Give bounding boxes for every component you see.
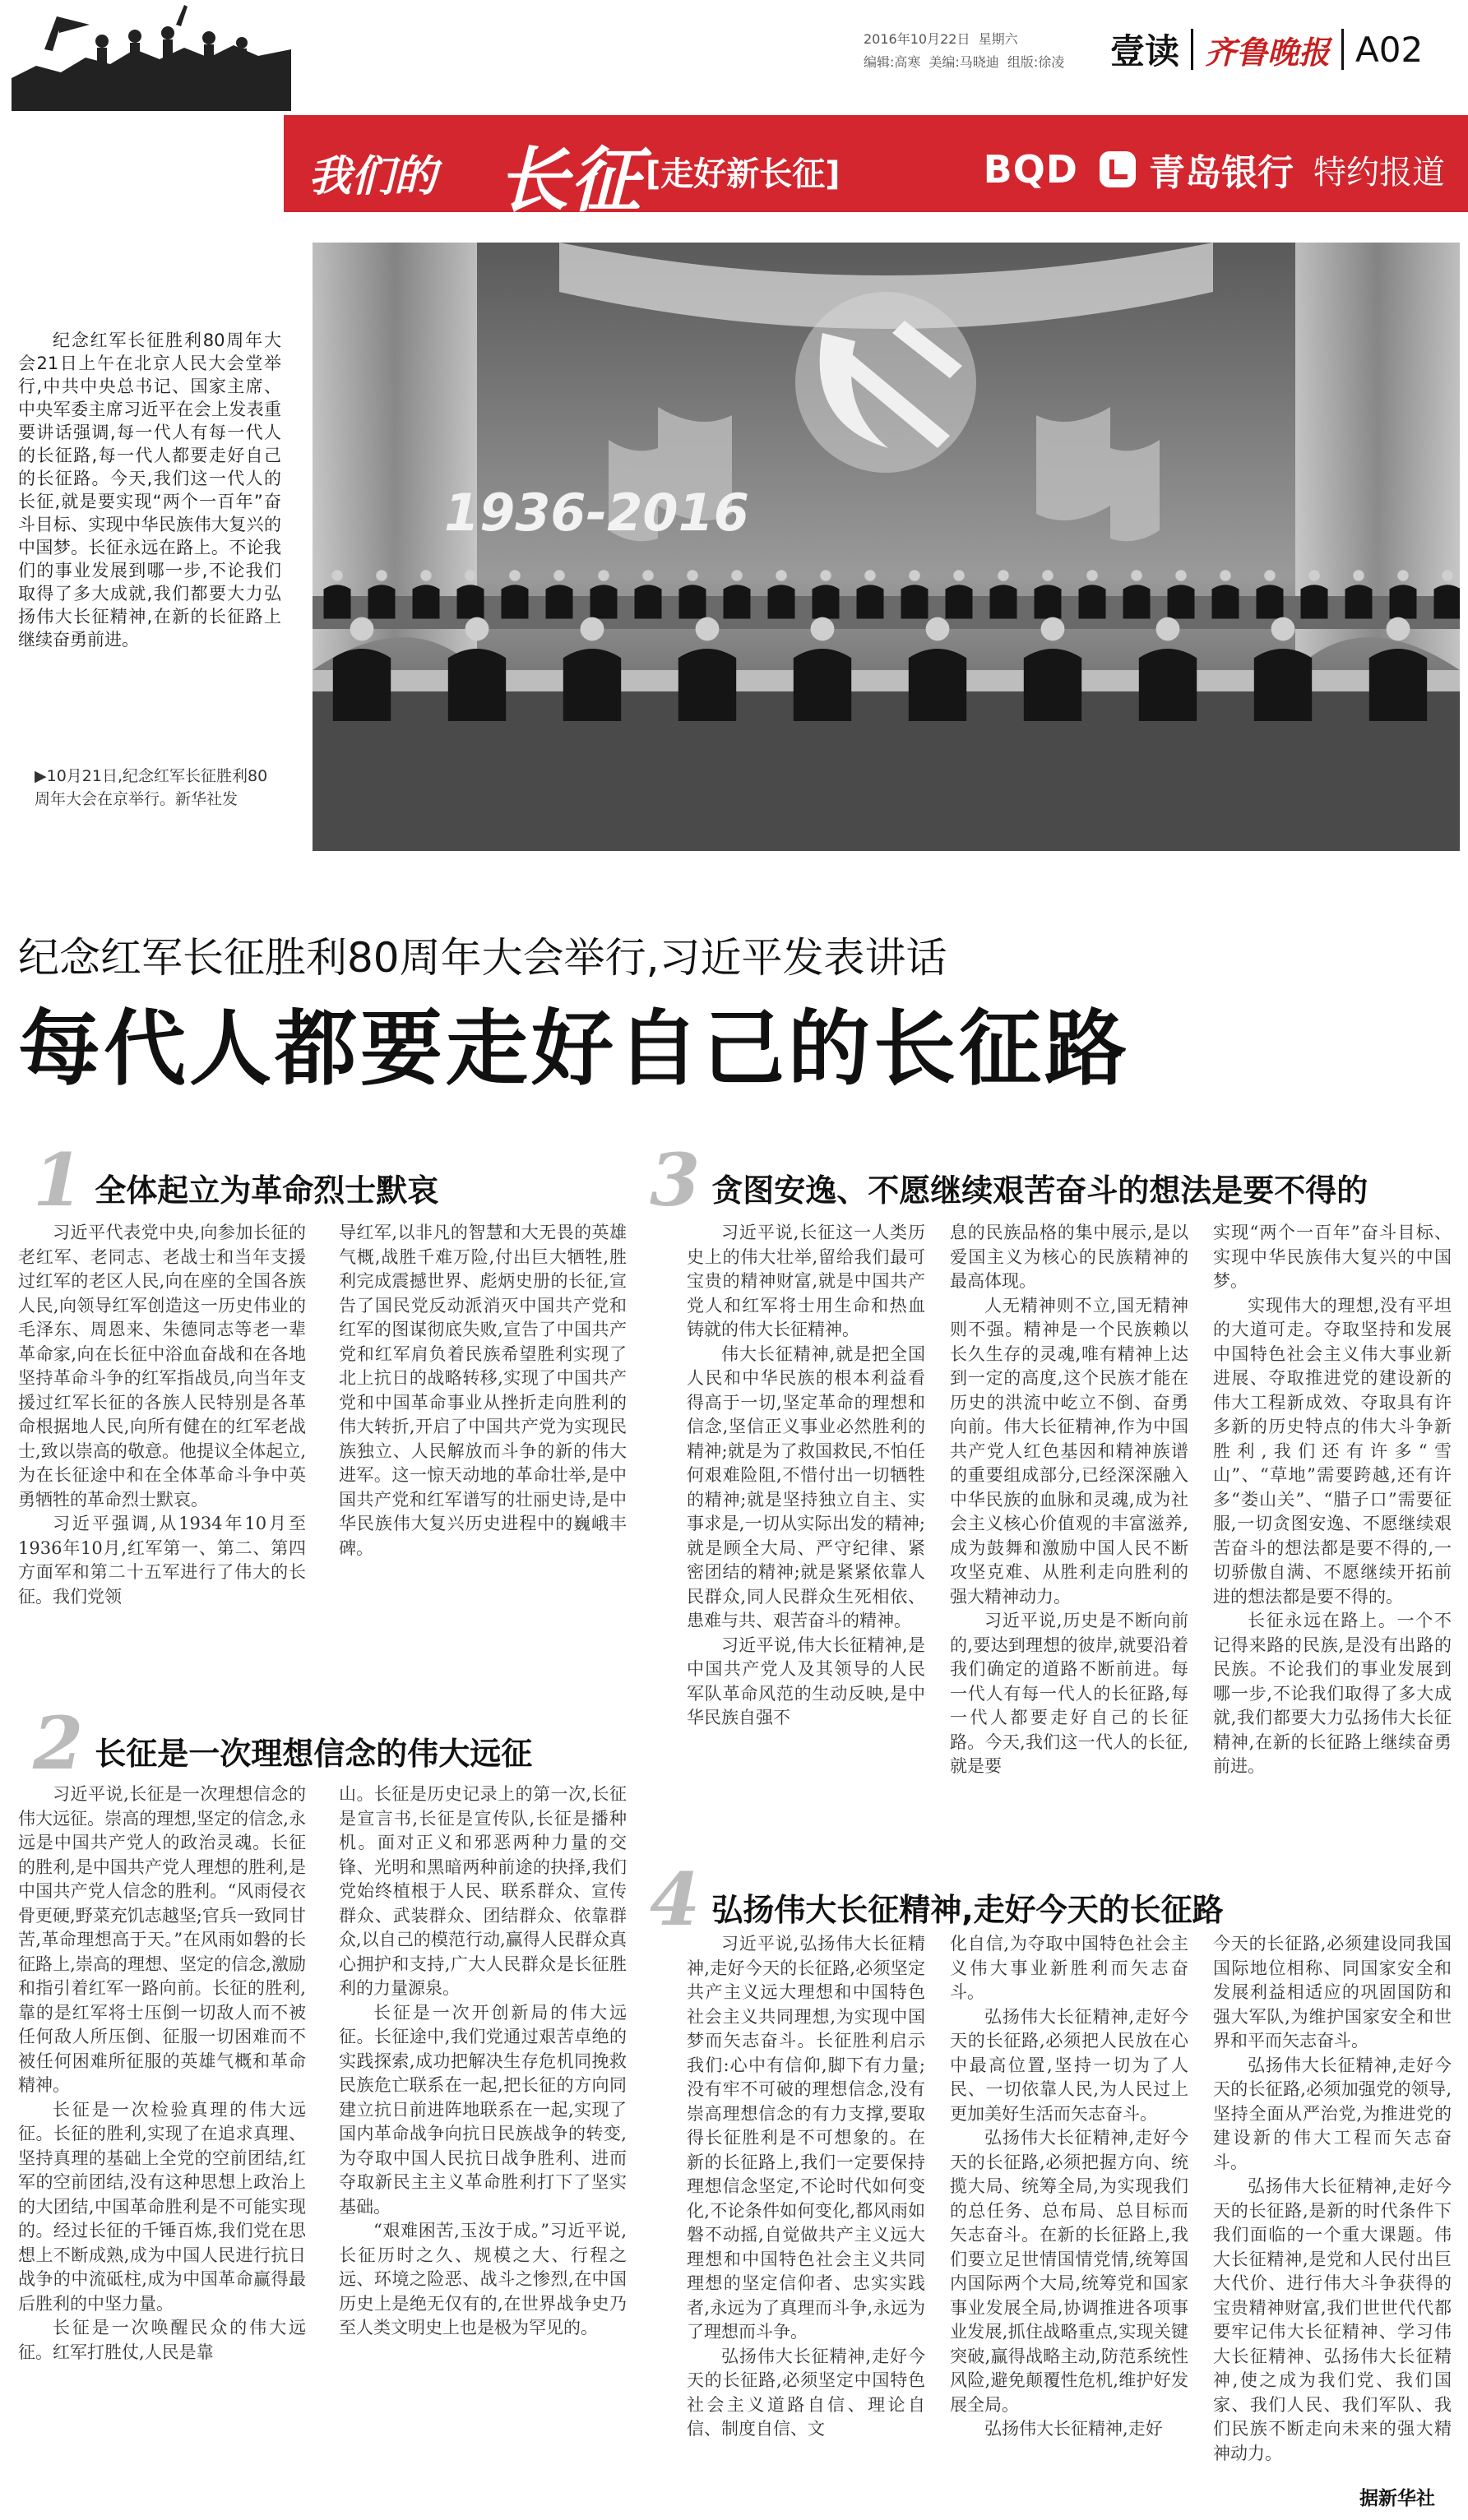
- person-figure: [1390, 585, 1417, 618]
- paragraph: 化自信,为夺取中国特色社会主义伟大事业新胜利而矢志奋斗。: [950, 1934, 1188, 2002]
- person-figure: [776, 570, 787, 581]
- headline-main: 每代人都要走好自己的长征路: [18, 1001, 1130, 1097]
- person-figure: [1035, 585, 1062, 618]
- section-2-heading: [33, 1700, 533, 1786]
- paragraph: 长征是一次开创新局的伟大远征。长征途中,我们党通过艰苦卓绝的实践探索,成功把解决生存危机同挽救民族危亡联系在一起,把长征的方向同建立抗日前进阵地联系在一起,实现了国内革命战争向抗日民族战争的转变,为夺取中国人民抗日战争胜利、进而夺取新民主主义革命胜利打下了坚实基础。: [339, 2002, 627, 2217]
- headline-kicker: 纪念红军长征胜利80周年大会举行,习近平发表讲话: [18, 934, 947, 982]
- person-figure: [679, 585, 706, 618]
- person-figure: [1301, 585, 1328, 618]
- person-figure: [1369, 649, 1427, 721]
- section-number: 1: [33, 1137, 84, 1223]
- sponsor-bank-name: 青岛银行: [1149, 152, 1294, 194]
- paragraph: 习近平说,长征这一人类历史上的伟大壮举,留给我们最可宝贵的精神财富,就是中国共产党人和红军将士用生命和热血铸就的伟大长征精神。: [687, 1223, 925, 1339]
- series-banner: [284, 115, 1468, 222]
- person-figure: [1254, 649, 1312, 721]
- paragraph: 人无精神则不立,国无精神则不强。精神是一个民族赖以长久生存的灵魂,唯有精神上达到一定的高度,这个民族才能在历史的洪流中屹立不倒、奋勇向前。伟大长征精神,作为中国共产党人红色基因和精神族谱的重要组成部分,已经深深融入中华民族的血脉和灵魂,成为社会主义核心价值观的丰富滋养,成为鼓舞和激励中国人民不断攻坚克难、从胜利走向胜利的强大精神动力。: [950, 1295, 1188, 1607]
- section-number: 2: [33, 1700, 84, 1786]
- person-figure: [953, 570, 965, 581]
- person-figure: [563, 649, 621, 721]
- section-2-body: [18, 1782, 627, 2490]
- paragraph: 山。长征是历史记录上的第一次,长征是宣言书,长征是宣传队,长征是播种机。面对正义和邪恶两种力量的交锋、光明和黑暗两种前途的抉择,我们党始终植根于人民、联系群众、宣传群众、武装群众、团结群众、依靠群众,以自己的模范行动,赢得人民群众真心拥护和支持,广大人民群众是长征胜利的力量源泉。: [339, 1784, 627, 1998]
- person-figure: [553, 570, 565, 581]
- paragraph: 今天的长征路,必须建设同我国国际地位相称、同国家安全和发展利益相适应的巩固国防和强大军队,为维护国家安全和世界和平而矢志奋斗。: [1213, 1934, 1452, 2051]
- banner-subtitle: [走好新长征]: [646, 155, 841, 193]
- person-figure: [1220, 570, 1231, 581]
- person-figure: [420, 570, 432, 581]
- person-figure: [324, 585, 351, 618]
- person-figure: [820, 570, 831, 581]
- layout-credit: 组版:徐凌: [1007, 54, 1065, 70]
- person-figure: [678, 649, 736, 721]
- paragraph: 长征永远在路上。一个不记得来路的民族,是没有出路的民族。不论我们的事业发展到哪一步,不论我们取得了多大成就,我们都要大力弘扬伟大长征精神,在新的长征路上继续奋勇前进。: [1213, 1611, 1452, 1776]
- text-column: [18, 1221, 306, 1673]
- bank-logo-icon: [1098, 150, 1137, 189]
- section-title: 长征是一次理想信念的伟大远征: [95, 1736, 533, 1772]
- sponsor-abbrev: BQD: [983, 147, 1078, 192]
- person-figure: [794, 649, 851, 721]
- section-1-heading: [33, 1137, 439, 1223]
- paragraph: 习近平说,长征是一次理想信念的伟大远征。崇高的理想,坚定的信念,永远是中国共产党人的政治灵魂。长征的胜利,是中国共产党人理想的胜利,是中国共产党人信念的胜利。“风雨侵衣骨更硬,野菜充饥志越坚;官兵一致同甘苦,革命理想高于天。”在风雨如磐的长征路上,崇高的理想、坚定的信念,激励和指引着红军一路向前。长征的胜利,靠的是红军将士压倒一切敌人而不被任何敌人所压倒、征服一切困难而不被任何困难所征服的英雄气概和革命精神。: [18, 1784, 306, 2095]
- text-column: [687, 1932, 925, 2475]
- person-figure: [1434, 585, 1461, 618]
- editor-credit: 编辑:高寒: [864, 54, 921, 70]
- section-1-body: [18, 1221, 627, 1673]
- person-figure: [1212, 585, 1239, 618]
- section-name: 壹读: [1110, 31, 1180, 72]
- section-4-body: [687, 1932, 1452, 2475]
- person-figure: [926, 617, 950, 641]
- person-figure: [946, 585, 973, 618]
- person-figure: [590, 585, 618, 618]
- text-column: [18, 1782, 306, 2490]
- paragraph: 弘扬伟大长征精神,走好今天的长征路,是新的时代条件下我们面临的一个重大课题。伟大长征精神,是党和人民付出巨大代价、进行伟大斗争获得的宝贵精神财富,我们世世代代都要牢记伟大长征精神、学习伟大长征精神、弘扬伟大长征精神,使之成为我们党、我们国家、我们人民、我们军队、我们民族不断走向未来的强大精神动力。: [1213, 2176, 1452, 2463]
- text-column: [1213, 1221, 1452, 1838]
- person-figure: [1042, 570, 1054, 581]
- text-column: [1213, 1932, 1452, 2475]
- hall-photo-illustration: [313, 243, 1460, 851]
- section-number: 4: [650, 1856, 701, 1942]
- paragraph: 习近平说,弘扬伟大长征精神,走好今天的长征路,必须坚定共产主义远大理想和中国特色社会主义共同理想,为实现中国梦而矢志奋斗。长征胜利启示我们:心中有信仰,脚下有力量;没有牢不可破的理想信念,没有崇高理想信念的有力支撑,要取得长征胜利是不可想象的。在新的长征路上,我们一定要保持理想信念坚定,不论时代如何变化,不论条件如何变化,都风雨如磐不动摇,自觉做共产主义远大理想和中国特色社会主义共同理想的坚定信仰者、忠实实践者,永远为了真理而斗争,永远为了理想而斗争。: [687, 1934, 925, 2342]
- paragraph: 实现“两个一百年”奋斗目标、实现中华民族伟大复兴的中国梦。: [1213, 1223, 1452, 1291]
- paragraph: 导红军,以非凡的智慧和大无畏的英雄气概,战胜千难万险,付出巨大牺牲,胜利完成震撼世界、彪炳史册的长征,宣告了国民党反动派消灭中国共产党和红军的图谋彻底失败,宣告了中国共产党和红军肩负着民族希望胜利实现了北上抗日的战略转移,实现了中国共产党和中国革命事业从挫折走向胜利的伟大转折,开启了中国共产党为实现民族独立、人民解放而斗争的新的伟大进军。这一惊天动地的革命壮举,是中国共产党和红军谱写的壮丽史诗,是中华民族伟大复兴历史进程中的巍峨丰碑。: [339, 1223, 627, 1558]
- person-figure: [857, 585, 884, 618]
- banner-calligraphy: 长征: [498, 139, 642, 222]
- person-figure: [509, 570, 521, 581]
- person-figure: [1079, 585, 1106, 618]
- paragraph: 伟大长征精神,就是把全国人民和中华民族的根本利益看得高于一切,坚定革命的理想和信念,坚信正义事业必然胜利的精神;就是为了救国救民,不怕任何艰难险阻,不惜付出一切牺牲的精神;就是坚持独立自主、实事求是,一切从实际出发的精神;就是顾全大局、严守纪律、紧密团结的精神;就是紧紧依靠人民群众,同人民群众生死相依、患难与共、艰苦奋斗的精神。: [687, 1343, 925, 1630]
- banner-title-prefix: 我们的: [308, 152, 438, 201]
- paragraph: 习近平代表党中央,向参加长征的老红军、老同志、老战士和当年支援过红军的老区人民,向在座的全国各族人民,向领导红军创造这一历史伟业的毛泽东、周恩来、朱德同志等老一辈革命家,向在长征中浴血奋战和在各地坚持革命斗争的红军指战员,向当年支援过红军长征的各族人民特别是各革命根据地人民,向所有健在的红军老战士,致以崇高的敬意。他提议全体起立,为在长征途中和在全体革命斗争中英勇牺牲的革命烈士默哀。: [18, 1223, 306, 1510]
- paragraph: 习近平说,伟大长征精神,是中国共产党人及其领导的人民军队革命风范的生动反映,是中华民族自强不: [687, 1635, 925, 1727]
- sponsor-block: [984, 143, 1445, 196]
- person-figure: [1257, 585, 1284, 618]
- person-figure: [368, 585, 396, 618]
- section-4-heading: [650, 1856, 1224, 1942]
- person-figure: [731, 570, 743, 581]
- section-number: 3: [650, 1137, 701, 1223]
- person-figure: [457, 585, 484, 618]
- person-figure: [1387, 617, 1410, 641]
- paragraph: 习近平强调,从1934年10月至1936年10月,红军第一、第二、第四方面军和第二十五军进行了伟大的长征。我们党领: [18, 1514, 306, 1607]
- person-figure: [1271, 617, 1295, 641]
- paragraph: “艰难困苦,玉汝于成。”习近平说,长征历时之久、规模之大、行程之远、环境之险恶、战斗之惨烈,在中国历史上是绝无仅有的,在世界战争史乃至人类文明史上也是极为罕见的。: [339, 2221, 627, 2337]
- photo-banner-text: 1936-2016: [444, 483, 749, 543]
- person-figure: [465, 570, 476, 581]
- section-3-body: [687, 1221, 1452, 1838]
- person-figure: [990, 585, 1017, 618]
- paragraph: 弘扬伟大长征精神,走好今天的长征路,必须把人民放在心中最高位置,坚持一切为了人民、一切依靠人民,为人民过上更加美好生活而矢志奋斗。: [950, 2006, 1188, 2124]
- photo-caption: ▶10月21日,纪念红军长征胜利80周年大会在京举行。新华社发: [35, 767, 268, 808]
- person-figure: [1175, 570, 1187, 581]
- source-credit: 据新华社: [1359, 2488, 1435, 2509]
- section-title: 贪图安逸、不愿继续艰苦奋斗的想法是要不得的: [711, 1172, 1368, 1209]
- person-figure: [331, 570, 343, 581]
- text-column: [950, 1932, 1188, 2475]
- person-figure: [598, 570, 609, 581]
- person-figure: [909, 649, 966, 721]
- paragraph: 弘扬伟大长征精神,走好今天的长征路,必须加强党的领导,坚持全面从严治党,为推进党的建设新的伟大工程而矢志奋斗。: [1213, 2055, 1452, 2172]
- person-figure: [635, 585, 662, 618]
- person-figure: [1131, 570, 1142, 581]
- masthead: [0, 0, 1468, 111]
- person-figure: [1353, 570, 1364, 581]
- person-figure: [502, 585, 529, 618]
- person-figure: [1397, 570, 1409, 581]
- person-figure: [1442, 570, 1453, 581]
- person-figure: [1168, 585, 1195, 618]
- text-column: [950, 1221, 1188, 1838]
- section-title: 弘扬伟大长征精神,走好今天的长征路: [711, 1892, 1224, 1928]
- person-figure: [864, 570, 876, 581]
- person-figure: [546, 585, 573, 618]
- person-figure: [448, 649, 506, 721]
- divider: [1191, 29, 1193, 70]
- text-column: [687, 1221, 925, 1838]
- paragraph: 弘扬伟大长征精神,走好今天的长征路,必须坚定中国特色社会主义道路自信、理论自信、制度自信、文: [687, 2346, 925, 2439]
- paragraph: 弘扬伟大长征精神,走好: [984, 2419, 1163, 2439]
- person-figure: [376, 570, 387, 581]
- masthead-title-block: [1110, 25, 1423, 74]
- paragraph: 长征是一次检验真理的伟大远征。长征的胜利,实现了在追求真理、坚持真理的基础上全党的空前团结,红军的空前团结,没有这种思想上政治上的大团结,中国革命胜利是不可能实现的。经过长征的千锤百炼,我们党在思想上不断成熟,成为中国人民进行抗日战争的中流砥柱,成为中国革命赢得最后胜利的中坚力量。: [18, 2099, 306, 2314]
- person-figure: [581, 617, 604, 641]
- person-figure: [901, 585, 928, 618]
- paragraph: 长征是一次唤醒民众的伟大远征。红军打胜仗,人民是靠: [18, 2318, 306, 2362]
- person-figure: [413, 585, 440, 618]
- person-figure: [811, 617, 835, 641]
- person-figure: [696, 617, 720, 641]
- lead-summary: 纪念红军长征胜利80周年大会21日上午在北京人民大会堂举行,中共中央总书记、国家主席、中央军委主席习近平在会上发表重要讲话强调,每一代人有每一代人的长征路,每一代人都要走好自己的长征路。今天,我们这一代人的长征,就是要实现“两个一百年”奋斗目标、实现中华民族伟大复兴的中国梦。长征永远在路上。不论我们的事业发展到哪一步,不论我们取得了多大成就,我们都要大力弘扬伟大长征精神,在新的长征路上继续奋勇前进。: [18, 331, 281, 650]
- art-editor-credit: 美编:马晓迪: [928, 54, 999, 70]
- person-figure: [1041, 617, 1065, 641]
- person-figure: [687, 570, 698, 581]
- person-figure: [1264, 570, 1276, 581]
- issue-weekday: 星期六: [978, 31, 1018, 47]
- issue-date: 2016年10月22日: [864, 31, 970, 47]
- person-figure: [813, 585, 840, 618]
- person-figure: [1345, 585, 1373, 618]
- person-figure: [1139, 649, 1197, 721]
- paragraph: 实现伟大的理想,没有平坦的大道可走。夺取坚持和发展中国特色社会主义伟大事业新进展、夺取推进党的建设新的伟大工程新成效、夺取具有许多新的历史特点的伟大斗争新胜利,我们还有许多“雪山”、“草地”需要跨越,还有许多“娄山关”、“腊子口”需要征服,一切贪图安逸、不愿继续艰苦奋斗的想法都是要不得的,一切骄傲自满、不愿继续开拓前进的想法都是要不得的。: [1213, 1295, 1452, 1607]
- paragraph: 习近平说,历史是不断向前的,要达到理想的彼岸,就要沿着我们确定的道路不断前进。每一代人有每一代人的长征路,每一代人都要走好自己的长征路。今天,我们这一代人的长征,就是要: [950, 1611, 1188, 1776]
- section-3-heading: [650, 1137, 1368, 1223]
- event-photo: [313, 243, 1460, 851]
- person-figure: [768, 585, 795, 618]
- long-march-illustration: [12, 0, 291, 111]
- divider: [1341, 29, 1344, 70]
- person-figure: [1308, 570, 1320, 581]
- person-figure: [465, 617, 489, 641]
- masthead-meta: [864, 28, 1127, 74]
- person-figure: [642, 570, 654, 581]
- section-title: 全体起立为革命烈士默哀: [95, 1172, 439, 1209]
- sponsor-note: 特约报道: [1313, 153, 1445, 192]
- text-column: [339, 1221, 627, 1673]
- paragraph: 息的民族品格的集中展示,是以爱国主义为核心的民族精神的最高体现。: [950, 1223, 1188, 1291]
- person-figure: [998, 570, 1009, 581]
- person-figure: [1024, 649, 1081, 721]
- text-column: [339, 1782, 627, 2490]
- person-figure: [333, 649, 391, 721]
- person-figure: [350, 617, 374, 641]
- person-figure: [909, 570, 920, 581]
- person-figure: [724, 585, 751, 618]
- person-figure: [1086, 570, 1098, 581]
- paper-logo: 齐鲁晚报: [1205, 33, 1331, 71]
- paragraph: 弘扬伟大长征精神,走好今天的长征路,必须把握方向、统揽大局、统筹全局,为实现我们的总任务、总布局、总目标而矢志奋斗。在新的长征路上,我们要立足世情国情党情,统筹国内国际两个大局,统筹党和国家事业发展全局,协调推进各项事业发展,抓住战略重点,实现关键突破,赢得战略主动,防范系统性风险,避免颠覆性危机,维护好发展全局。: [950, 2128, 1188, 2415]
- person-figure: [1156, 617, 1180, 641]
- page-number: A02: [1355, 29, 1424, 70]
- person-figure: [1123, 585, 1151, 618]
